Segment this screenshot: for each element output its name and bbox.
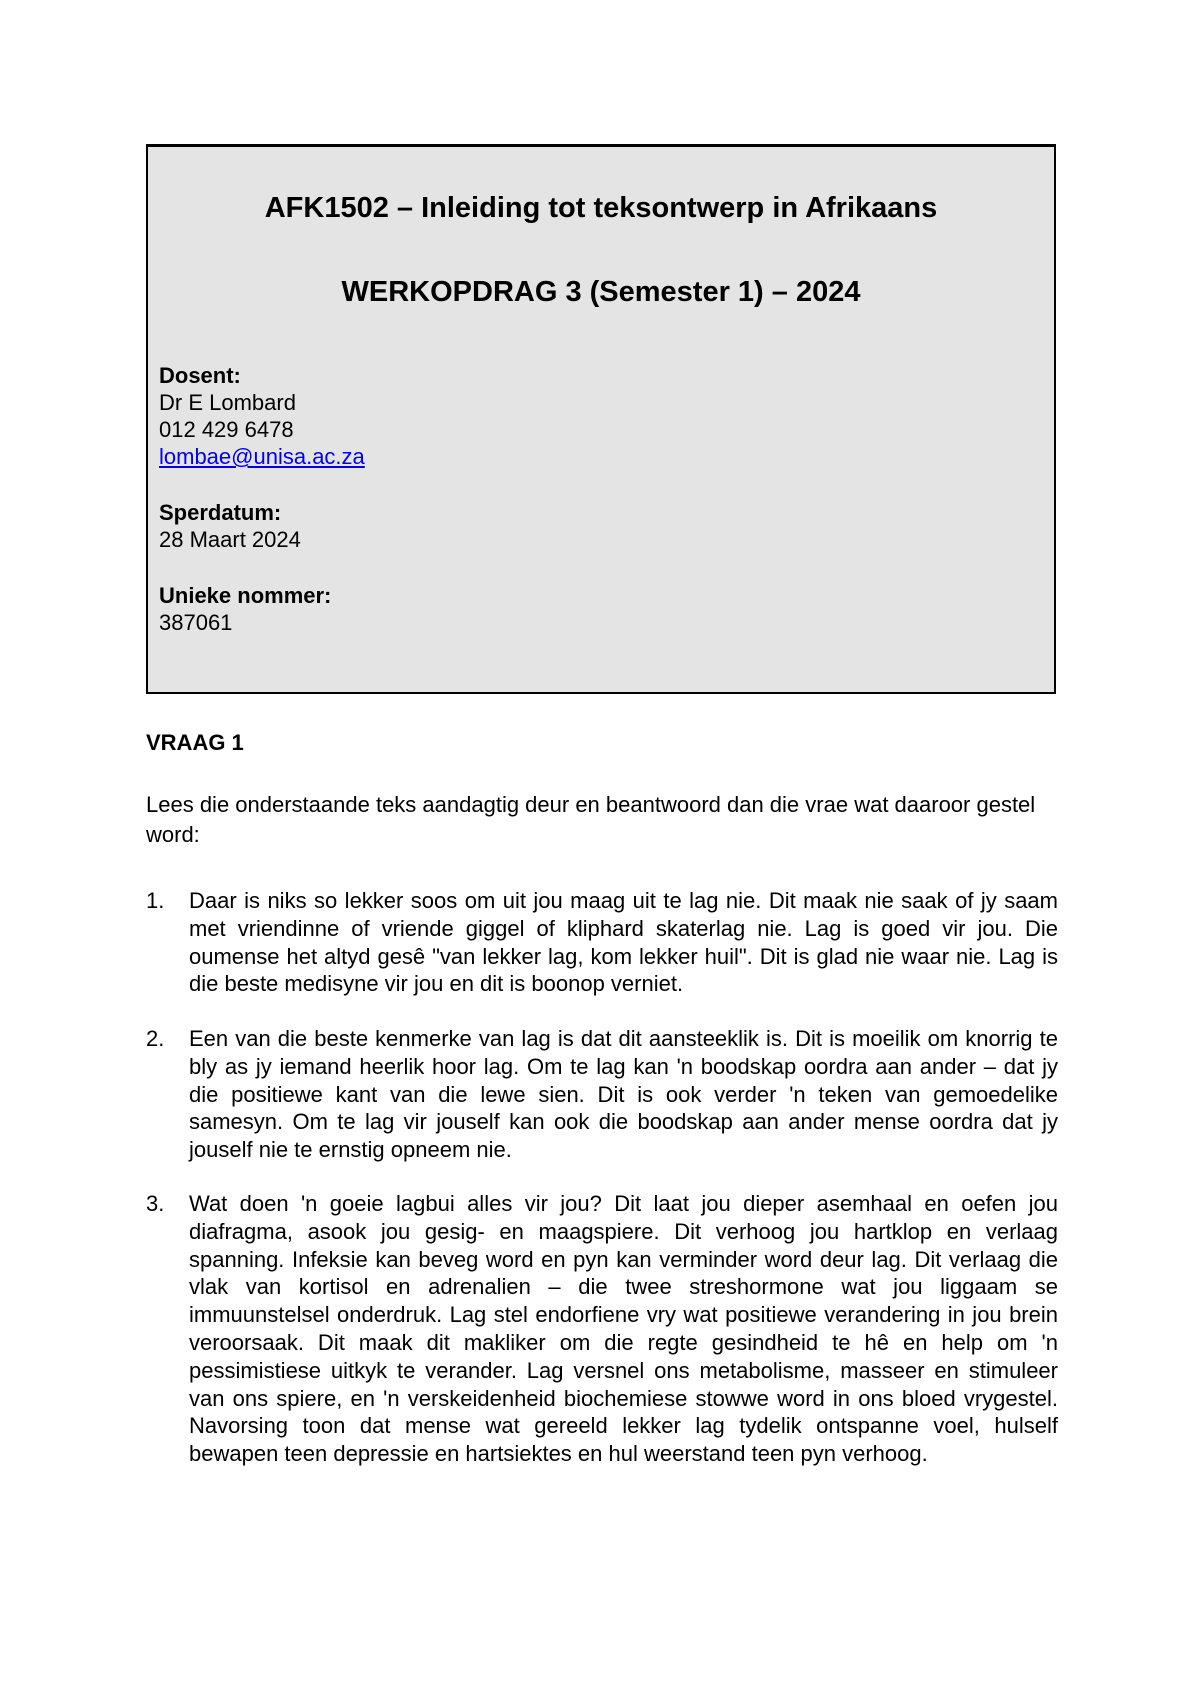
lecturer-label: Dosent:	[159, 363, 241, 388]
unique-number-label: Unieke nommer:	[159, 583, 332, 608]
paragraph-number: 3.	[146, 1191, 165, 1216]
passage-paragraph	[146, 1190, 1058, 1468]
lecturer-info	[159, 362, 365, 470]
lecturer-name: Dr E Lombard	[159, 390, 296, 415]
passage-paragraph	[146, 887, 1058, 998]
deadline-value: 28 Maart 2024	[159, 527, 301, 552]
paragraph-text: Wat doen 'n goeie lagbui alles vir jou? Dit laat jou dieper asemhaal en oefen jou diafragma, asook jou gesig- en maagspiere. Dit verhoog jou hartklop en verlaag spanning. Infeksie kan beveg word en pyn kan verminder word deur lag. Dit verlaag die vlak van kortisol en adrenalien – die twee streshormone wat jou liggaam se immuunstelsel onderdruk. Lag stel endorfiene vry wat positiewe verandering in jou brein veroorsaak. Dit maak dit makliker om die regte gesindheid te hê en help om 'n pessimistiese uitkyk te verander. Lag versnel ons metabolisme, masseer en stimuleer van ons spiere, en 'n verskeidenheid biochemiese stowwe word in ons bloed vrygestel. Navorsing toon dat mense wat gereeld lekker lag tydelik ontspanne voel, hulself bewapen teen depressie en hartsiektes en hul weerstand teen pyn verhoog.	[189, 1191, 1058, 1467]
question-heading: VRAAG 1	[146, 730, 244, 755]
assignment-title: WERKOPDRAG 3 (Semester 1) – 2024	[341, 276, 861, 308]
paragraph-number: 1.	[146, 888, 165, 913]
assignment-header-box	[146, 144, 1056, 694]
question-intro: Lees die onderstaande teks aandagtig deur en beantwoord dan die vrae wat daaroor gestel word:	[146, 792, 1036, 847]
paragraph-text: Een van die beste kenmerke van lag is dat dit aansteeklik is. Dit is moeilik om knorrig te bly as jy iemand heerlik hoor lag. Om te lag kan 'n boodskap oordra aan ander – dat jy die positiewe kant van die lewe sien. Dit is ook verder 'n teken van gemoedelike samesyn. Om te lag vir jouself kan ook die boodskap aan ander mense oordra dat jy jouself nie te ernstig opneem nie.	[189, 1026, 1058, 1163]
deadline-info	[159, 499, 301, 553]
deadline-label: Sperdatum:	[159, 500, 282, 525]
lecturer-email-link[interactable]: lombae@unisa.ac.za	[159, 444, 365, 469]
passage-paragraph	[146, 1025, 1058, 1164]
unique-number-value: 387061	[159, 610, 233, 635]
paragraph-text: Daar is niks so lekker soos om uit jou maag uit te lag nie. Dit maak nie saak of jy saam met vriendinne of vriende giggel of kliphard skaterlag nie. Lag is goed vir jou. Die oumense het altyd gesê "van lekker lag, kom lekker huil". Dit is glad nie waar nie. Lag is die beste medisyne vir jou en dit is boonop verniet.	[189, 888, 1058, 997]
lecturer-phone: 012 429 6478	[159, 417, 294, 442]
course-title: AFK1502 – Inleiding tot teksontwerp in Afrikaans	[264, 192, 938, 224]
unique-number-info	[159, 582, 331, 636]
paragraph-number: 2.	[146, 1026, 165, 1051]
